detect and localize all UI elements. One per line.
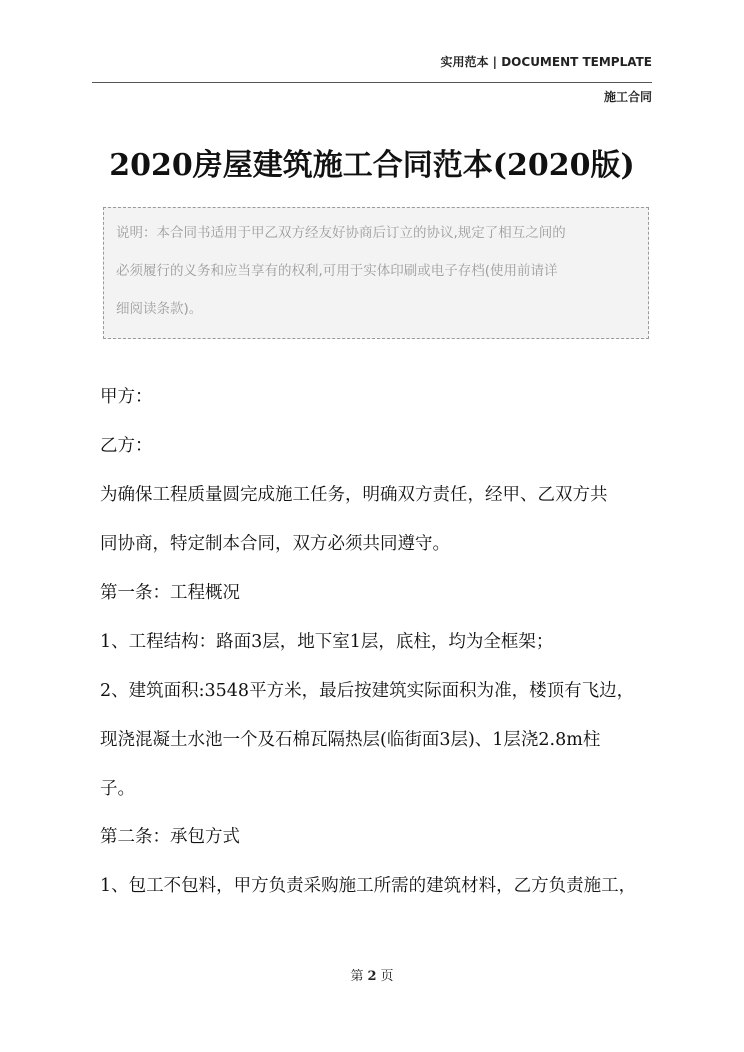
article-2-item-1: 1、包工不包料，甲方负责采购施工所需的建筑材料，乙方负责施工， <box>100 876 637 896</box>
article-1-item-2-line-1: 2、建筑面积:3548平方米，最后按建筑实际面积为准，楼顶有飞边， <box>100 681 635 701</box>
article-1-item-2-line-3: 子。 <box>100 779 135 799</box>
header-top-text: 实用范本 | DOCUMENT TEMPLATE <box>440 55 652 69</box>
document-title: 2020房屋建筑施工合同范本(2020版) <box>109 148 635 183</box>
footer-prefix: 第 <box>350 969 364 984</box>
note-line-2: 必须履行的义务和应当享有的权利,可用于实体印刷或电子存档(使用前请详 <box>116 263 558 279</box>
note-box <box>103 207 649 339</box>
header-divider <box>92 82 652 83</box>
header-sub-text: 施工合同 <box>603 90 652 104</box>
party-b-label: 乙方： <box>100 436 153 456</box>
page-footer <box>0 965 744 984</box>
article-1-title: 第一条：工程概况 <box>100 583 240 603</box>
page-number: 2 <box>367 969 377 984</box>
article-1-item-1: 1、工程结构：路面3层，地下室1层，底柱，均为全框架； <box>100 632 554 652</box>
party-a-label: 甲方： <box>100 387 153 407</box>
intro-line-2: 同协商，特定制本合同，双方必须共同遵守。 <box>100 534 450 554</box>
note-line-3: 细阅读条款)。 <box>116 301 203 317</box>
article-1-item-2-line-2: 现浇混凝土水池一个及石棉瓦隔热层(临街面3层)、1层浇2.8m柱 <box>100 730 601 750</box>
footer-suffix: 页 <box>380 969 394 984</box>
note-line-1: 说明：本合同书适用于甲乙双方经友好协商后订立的协议,规定了相互之间的 <box>116 225 566 241</box>
article-2-title: 第二条：承包方式 <box>100 827 240 847</box>
intro-line-1: 为确保工程质量圆完成施工任务，明确双方责任，经甲、乙双方共 <box>100 485 608 505</box>
